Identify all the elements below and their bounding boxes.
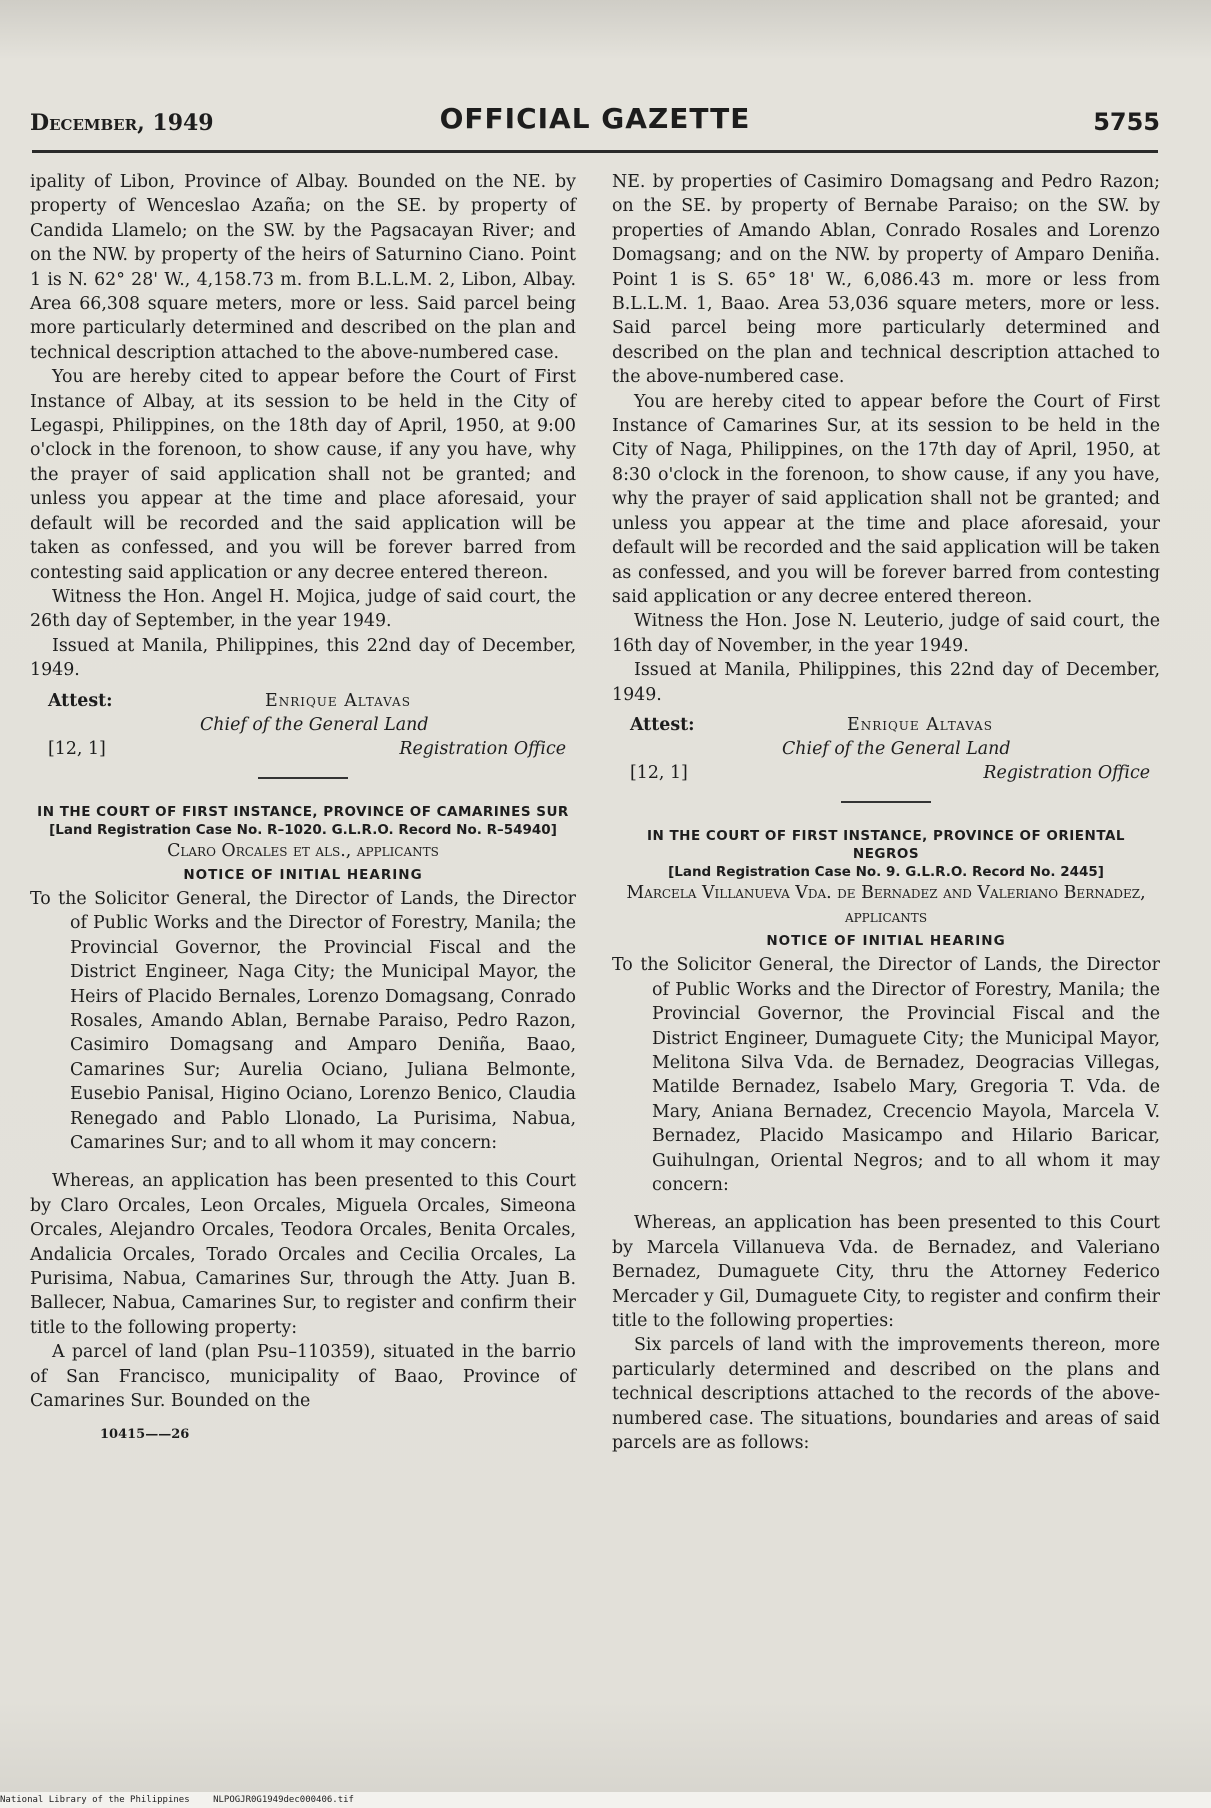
page-number: 5755 — [1093, 108, 1160, 136]
left-attest-block — [30, 689, 576, 759]
attest-label: Attest: — [48, 690, 113, 711]
attest-title-line-2: Registration Office — [399, 738, 566, 759]
section-separator — [258, 777, 348, 779]
case-reference: [Land Registration Case No. 9. G.L.R.O. Record No. 2445] — [668, 863, 1104, 880]
attest-title-line-1: Chief of the General Land — [200, 714, 429, 735]
attest-reference: [12, 1] — [630, 762, 688, 783]
left-paragraph-3: Witness the Hon. Angel H. Mojica, judge of said court, the 26th day of September, in the year 1949. — [30, 586, 576, 632]
publication-title: OFFICIAL GAZETTE — [439, 102, 751, 135]
library-label: National Library of the Philippines — [0, 1795, 190, 1805]
header-rule — [32, 150, 1158, 153]
attest-title-line-1: Chief of the General Land — [782, 738, 1011, 759]
right-paragraph-2: You are hereby cited to appear before the Court of First Instance of Camarines Sur, at its session to be held in the City of Naga, Philippines, on the 17th day of April, 1950, at 8:30 o'clock in the forenoon, to show cause, if any you have, why the prayer of said application shall not be granted; and unless you appear at the time and place aforesaid, your default will be recorded and the said application will be taken as confessed, and you will be forever barred from contesting said application or any decree entered thereon. — [612, 391, 1160, 607]
right-paragraph-3: Witness the Hon. Jose N. Leuterio, judge of said court, the 16th day of November, in the year 1949. — [612, 611, 1160, 656]
court-heading: IN THE COURT OF FIRST INSTANCE, PROVINCE OF CAMARINES SUR — [37, 803, 569, 820]
left-column — [30, 170, 576, 1448]
court-heading: IN THE COURT OF FIRST INSTANCE, PROVINCE OF ORIENTAL NEGROS — [646, 827, 1126, 862]
whereas-paragraph: Whereas, an application has been presented to this Court by Claro Orcales, Leon Orcales, Miguela Orcales, Simeona Orcales, Alejandro Orcales, Teodora Orcales, Benita Orcales, Andalicia Orcales, Torado Orcales and Cecilia Orcales, La Purisima, Nabua, Camarines Sur, through the Atty. Juan B. Ballecer, Nabua, Camarines Sur, to register and confirm their title to the following property: — [30, 1171, 576, 1338]
left-paragraph-1: ipality of Libon, Province of Albay. Bounded on the NE. by property of Wenceslao Azaña; on the SE. by property of Candida Llamelo; on the SW. by the Pagsacayan River; and on the NW. by property of the heirs of Saturnino Ciano. Point 1 is N. 62° 28' W., 4,158.73 m. from B.L.L.M. 2, Libon, Albay. Area 66,308 square meters, more or less. Said parcel being more particularly determined and described on the plan and technical description attached to the above-numbered case. — [30, 172, 576, 363]
notice-heading: NOTICE OF INITIAL HEARING — [766, 932, 1006, 949]
scan-footer — [0, 1795, 1211, 1805]
section-separator — [841, 801, 931, 803]
attest-label: Attest: — [630, 714, 695, 735]
parcels-paragraph: Six parcels of land with the improvements thereon, more particularly determined and described on the plans and technical descriptions attached to the records of the above-numbered case. The situations, boundaries and areas of said parcels are as follows: — [612, 1335, 1160, 1454]
attest-title-line-2: Registration Office — [983, 762, 1150, 783]
left-paragraph-4: Issued at Manila, Philippines, this 22nd day of December, 1949. — [30, 635, 576, 681]
case-reference: [Land Registration Case No. R–1020. G.L.R.O. Record No. R–54940] — [49, 821, 557, 838]
applicants-line: Marcela Villanueva Vda. de Bernadez and Valeriano Bernadez, applicants — [626, 882, 1146, 927]
right-paragraph-1: NE. by properties of Casimiro Domagsang and Pedro Razon; on the SE. by property of Bernabe Paraiso; on the SW. by properties of Amando Ablan, Conrado Rosales and Lorenzo Domagsang; and on the NW. by property of Amparo Deniña. Point 1 is S. 65° 18' W., 6,086.43 m. more or less from B.L.L.M. 1, Baao. Area 53,036 square meters, more or less. Said parcel being more particularly determined and described on the plan and technical description attached to the above-numbered case. — [612, 172, 1160, 388]
attest-name: Enrique Altavas — [847, 714, 993, 735]
right-attest-block — [612, 713, 1160, 783]
page-header — [30, 100, 1160, 144]
attest-name: Enrique Altavas — [265, 690, 411, 711]
notice-heading: NOTICE OF INITIAL HEARING — [183, 866, 423, 883]
applicants-line: Claro Orcales et als., applicants — [167, 840, 439, 861]
left-paragraph-2: You are hereby cited to appear before the Court of First Instance of Albay, at its session to be held in the City of Legaspi, Philippines, on the 18th day of April, 1950, at 9:00 o'clock in the forenoon, to show cause, if any you have, why the prayer of said application shall not be granted; and unless you appear at the time and place aforesaid, your default will be recorded and the said application will be taken as confessed, and you will be forever barred from contesting said application or any decree entered thereon. — [30, 367, 576, 583]
right-paragraph-4: Issued at Manila, Philippines, this 22nd day of December, 1949. — [612, 660, 1160, 705]
whereas-paragraph: Whereas, an application has been presented to this Court by Marcela Villanueva Vda. de Bernadez, and Valeriano Bernadez, Dumaguete City, thru the Attorney Federico Mercader y Gil, Dumaguete City, to register and confirm their title to the following properties: — [612, 1213, 1160, 1332]
print-code: 10415——26 — [100, 1427, 190, 1443]
attest-reference: [12, 1] — [48, 738, 106, 759]
parcel-paragraph: A parcel of land (plan Psu–110359), situated in the barrio of San Francisco, municipality of Baao, Province of Camarines Sur. Bounded on the — [30, 1342, 576, 1412]
file-name: NLPOGJR0G1949dec000406.tif — [213, 1795, 354, 1805]
addressees-paragraph: To the Solicitor General, the Director of Lands, the Director of Public Works and the Director of Forestry, Manila; the Provincial Governor, the Provincial Fiscal and the District Engineer, Dumaguete City; the Municipal Mayor, Melitona Silva Vda. de Bernadez, Deogracias Villegas, Matilde Bernadez, Isabelo Mary, Gregoria T. Vda. de Mary, Aniana Bernadez, Crecencio Mayola, Marcela V. Bernadez, Placido Masicampo and Hilario Baricar, Guihulngan, Oriental Negros; and to all whom it may concern: — [612, 955, 1160, 1195]
issue-date: December, 1949 — [30, 110, 214, 136]
right-column — [612, 170, 1160, 1455]
addressees-paragraph: To the Solicitor General, the Director of Lands, the Director of Public Works and the Director of Forestry, Manila; the Provincial Governor, the Provincial Fiscal and the District Engineer, Naga City; the Municipal Mayor, the Heirs of Placido Bernales, Lorenzo Domagsang, Conrado Rosales, Amando Ablan, Bernabe Paraiso, Pedro Razon, Casimiro Domagsang and Amparo Deniña, Baao, Camarines Sur; Aurelia Ociano, Juliana Belmonte, Eusebio Panisal, Higino Ociano, Lorenzo Benico, Claudia Renegado and Pablo Llonado, La Purisima, Nabua, Camarines Sur; and to all whom it may concern: — [30, 888, 576, 1153]
